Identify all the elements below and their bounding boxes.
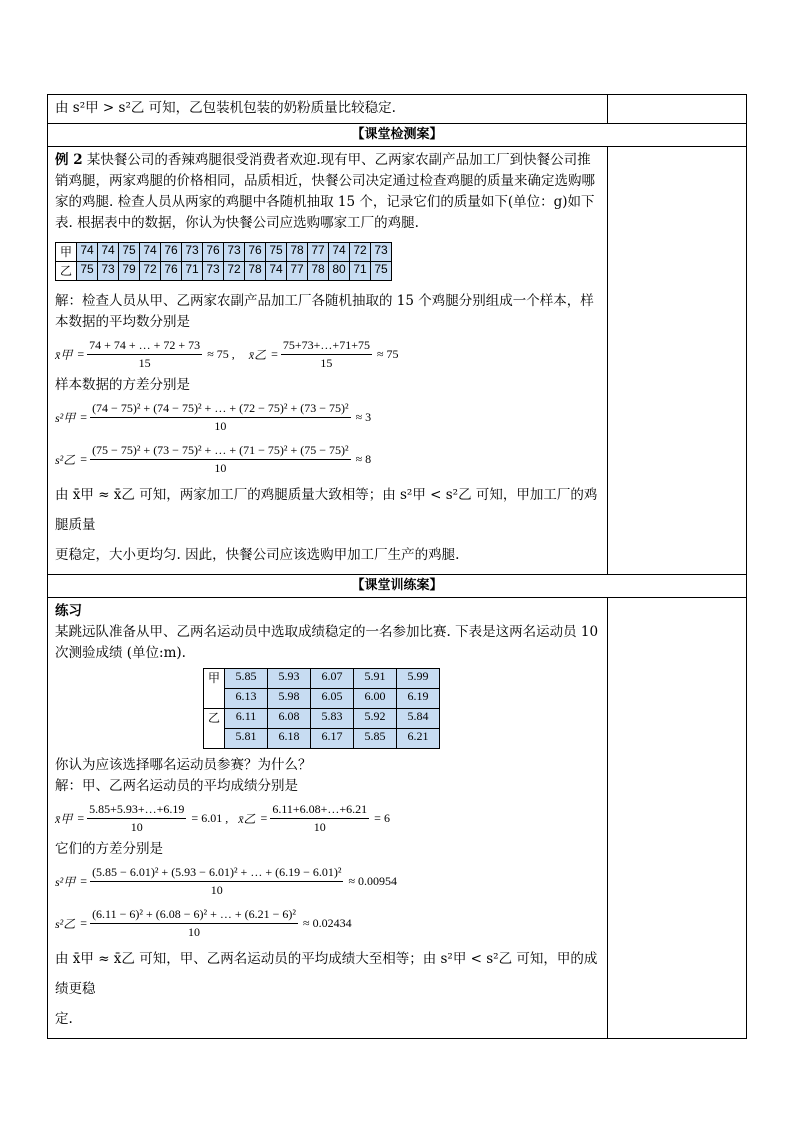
notes-column (607, 598, 746, 1039)
table-cell: 77 (308, 243, 329, 262)
table-cell: 74 (329, 243, 350, 262)
example-conclusion-1: 由 x̄甲 ≈ x̄乙 可知，两家加工厂的鸡腿质量大致相等；由 s²甲 < s²乙 可知，甲加工厂的鸡腿质量 (55, 487, 598, 533)
table-cell: 6.08 (268, 709, 311, 729)
row-label-a: 甲 (204, 669, 225, 709)
table-cell: 74 (77, 243, 98, 262)
table-row (204, 669, 440, 689)
example-2-para: 家的鸡腿. 检查人员从两家的鸡腿中各随机抽取 15 个，记录它们的质量如下(单位：g)如下 (55, 194, 595, 210)
table-cell: 76 (161, 262, 182, 281)
table-cell: 6.00 (354, 689, 397, 709)
table-cell: 78 (287, 243, 308, 262)
table-cell: 72 (140, 262, 161, 281)
table-cell: 5.99 (397, 669, 440, 689)
variance-formula-b: s²乙 = $\frac{\text{(75 − 75)² + (73 − 75)² + … + (71 − 75)² + (75 − 75)²}}{10}$ ≈ 8 (55, 442, 372, 475)
conclusion-row (48, 95, 608, 124)
table-cell: 6.07 (311, 669, 354, 689)
practice-variance-a: s²甲 = $\frac{\text{(5.85 − 6.01)² + (5.93 − 6.01)² + … + (6.19 − 6.01)²}}{10}$ ≈ 0.00954 (55, 864, 398, 897)
table-cell: 75 (119, 243, 140, 262)
table-cell: 6.13 (225, 689, 268, 709)
table-cell: 6.18 (268, 729, 311, 749)
mean-formulas: x̄甲 = $\frac{74 + 74 + \dots + 72 + 73}{15}$ ≈ 75 , x̄乙 = $\frac{75+73+\dots+71+75}{15}$ ≈ 75 (55, 337, 399, 370)
fraction: $\frac{74 + 74 + \dots + 72 + 73}{15}$ (89, 337, 201, 370)
fraction: $\frac{\text{(6.11 − 6)² + (6.08 − 6)² + … + (6.21 − 6)²}}{10}$ (92, 906, 296, 939)
table-cell: 76 (203, 243, 224, 262)
table-cell: 75 (371, 262, 392, 281)
drumstick-weight-table (55, 242, 392, 281)
table-cell: 5.83 (311, 709, 354, 729)
fraction: $\frac{\text{(5.85 − 6.01)² + (5.93 − 6.01)² + … + (6.19 − 6.01)²}}{10}$ (92, 864, 342, 897)
table-cell: 78 (308, 262, 329, 281)
example-2-question: 表. 根据表中的数据，你认为快餐公司应选购哪家工厂的鸡腿. (55, 215, 419, 231)
worksheet-table (47, 94, 747, 1039)
table-cell: 74 (266, 262, 287, 281)
table-cell: 5.85 (225, 669, 268, 689)
notes-column (607, 147, 746, 575)
variance-intro: 样本数据的方差分别是 (55, 377, 190, 393)
example-conclusion-2: 更稳定，大小更均匀. 因此，快餐公司应该选购甲加工厂生产的鸡腿. (55, 547, 460, 563)
row-label-a: 甲 (56, 243, 77, 262)
table-cell: 78 (245, 262, 266, 281)
practice-cell (48, 598, 608, 1039)
table-cell: 73 (203, 262, 224, 281)
practice-intro: 某跳远队准备从甲、乙两名运动员中选取成绩稳定的一名参加比赛. 下表是这两名运动员 10 次测验成绩 (单位:m). (55, 624, 599, 661)
practice-mean-formulas: x̄甲 = $\frac{5.85+5.93+\dots+6.19}{10}$ = 6.01 , x̄乙 = $\frac{6.11+6.08+\dots+6.21}{10}$ = 6 (55, 801, 390, 834)
table-cell: 73 (182, 243, 203, 262)
table-cell: 75 (266, 243, 287, 262)
table-cell: 74 (98, 243, 119, 262)
row-label-b: 乙 (56, 262, 77, 281)
fraction: $\frac{\text{(74 − 75)² + (74 − 75)² + … + (72 − 75)² + (73 − 75)²}}{10}$ (92, 400, 349, 433)
practice-question: 你认为应该选择哪名运动员参赛？为什么？ (55, 757, 312, 773)
table-cell: 76 (245, 243, 266, 262)
table-cell: 74 (140, 243, 161, 262)
practice-conclusion-2: 定. (55, 1011, 73, 1027)
previous-conclusion: 由 s²甲 > s²乙 可知，乙包装机包装的奶粉质量比较稳定. (55, 100, 396, 116)
table-cell: 76 (161, 243, 182, 262)
example-2-cell (48, 147, 608, 575)
fraction: $\frac{\text{(75 − 75)² + (73 − 75)² + … + (71 − 75)² + (75 − 75)²}}{10}$ (92, 442, 349, 475)
table-cell: 72 (350, 243, 371, 262)
example-label: 例 2 (55, 152, 83, 168)
table-cell: 6.21 (397, 729, 440, 749)
table-cell: 5.84 (397, 709, 440, 729)
practice-variance-intro: 它们的方差分别是 (55, 841, 163, 857)
section-title-check: 【课堂检测案】 (48, 124, 747, 147)
table-row (56, 243, 392, 262)
table-cell: 72 (224, 262, 245, 281)
row-label-b: 乙 (204, 709, 225, 749)
table-cell: 73 (371, 243, 392, 262)
table-cell: 71 (350, 262, 371, 281)
notes-column (607, 95, 746, 124)
table-cell: 5.85 (354, 729, 397, 749)
table-cell: 6.05 (311, 689, 354, 709)
table-row (204, 689, 440, 709)
section-title-training: 【课堂训练案】 (48, 575, 747, 598)
solution-intro: 解：检查人员从甲、乙两家农副产品加工厂各随机抽取的 15 个鸡腿分别组成一个样本，样本数据的平均数分别是 (55, 293, 594, 330)
table-row (204, 729, 440, 749)
table-row (56, 262, 392, 281)
table-cell: 5.81 (225, 729, 268, 749)
mean-symbol-b: x̄乙 (248, 347, 267, 362)
practice-variance-b: s²乙 = $\frac{\text{(6.11 − 6)² + (6.08 − 6)² + … + (6.21 − 6)²}}{10}$ ≈ 0.02434 (55, 906, 352, 939)
practice-conclusion-1: 由 x̄甲 ≈ x̄乙 可知，甲、乙两名运动员的平均成绩大至相等；由 s²甲 < s²乙 可知，甲的成绩更稳 (55, 951, 598, 997)
table-cell: 73 (224, 243, 245, 262)
table-cell: 71 (182, 262, 203, 281)
practice-label: 练习 (55, 603, 82, 619)
table-cell: 6.17 (311, 729, 354, 749)
table-cell: 5.98 (268, 689, 311, 709)
table-cell: 73 (98, 262, 119, 281)
table-row (204, 709, 440, 729)
table-cell: 80 (329, 262, 350, 281)
fraction: $\frac{75+73+\dots+71+75}{15}$ (282, 337, 370, 370)
variance-formula-a: s²甲 = $\frac{\text{(74 − 75)² + (74 − 75)² + … + (72 − 75)² + (73 − 75)²}}{10}$ ≈ 3 (55, 400, 372, 433)
mean-symbol-a: x̄甲 (55, 347, 73, 362)
table-cell: 5.91 (354, 669, 397, 689)
practice-solution-intro: 解：甲、乙两名运动员的平均成绩分别是 (55, 778, 298, 794)
mean-result-a: ≈ 75 , (207, 346, 235, 361)
long-jump-table (203, 668, 440, 749)
table-cell: 6.11 (225, 709, 268, 729)
mean-result-b: ≈ 75 (376, 346, 399, 361)
table-cell: 75 (77, 262, 98, 281)
fraction: $\frac{5.85+5.93+\dots+6.19}{10}$ (89, 801, 185, 834)
table-cell: 6.19 (397, 689, 440, 709)
table-cell: 5.93 (268, 669, 311, 689)
fraction: $\frac{6.11+6.08+\dots+6.21}{10}$ (272, 801, 368, 834)
example-2-intro: 例 2 某快餐公司的香辣鸡腿很受消费者欢迎.现有甲、乙两家农副产品加工厂到快餐公司推销鸡腿，两家鸡腿的价格相同，品质相近，快餐公司决定通过检查鸡腿的质量来确定选购哪 (55, 152, 595, 189)
table-cell: 77 (287, 262, 308, 281)
table-cell: 79 (119, 262, 140, 281)
table-cell: 5.92 (354, 709, 397, 729)
